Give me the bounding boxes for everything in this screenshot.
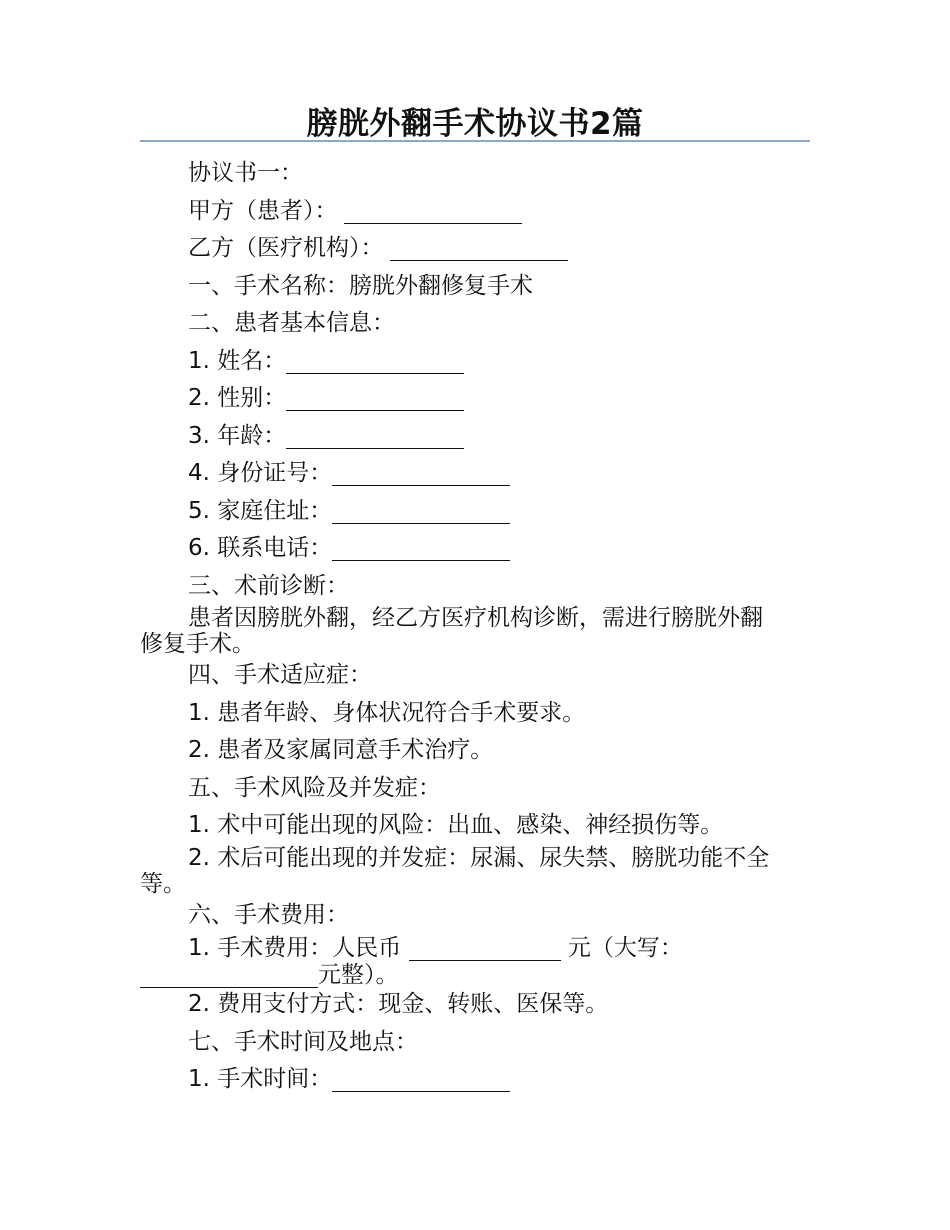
time-place-heading: 七、手术时间及地点： xyxy=(188,1028,418,1055)
patient-info-heading: 二、患者基本信息： xyxy=(188,310,395,336)
surgery-name-line: 一、手术名称：膀胱外翻修复手术 xyxy=(188,272,533,299)
risks-heading: 五、手术风险及并发症： xyxy=(188,774,441,801)
address-blank[interactable] xyxy=(332,497,510,524)
name-blank[interactable] xyxy=(286,347,464,374)
fees-heading: 六、手术费用： xyxy=(188,901,349,928)
name-line: 1. 姓名： xyxy=(140,343,820,381)
agreement-body xyxy=(140,155,820,1099)
risk-item: 1. 术中可能出现的风险：出血、感染、神经损伤等。 xyxy=(188,812,724,838)
surgery-time-blank[interactable] xyxy=(332,1065,510,1092)
id-number-blank[interactable] xyxy=(332,459,510,486)
document-title: 膀胱外翻手术协议书2篇 xyxy=(306,106,644,142)
id-number-line: 4. 身份证号： xyxy=(140,455,820,493)
address-line: 5. 家庭住址： xyxy=(140,493,820,531)
age-blank[interactable] xyxy=(286,422,464,449)
gender-blank[interactable] xyxy=(286,384,464,411)
party-b-blank[interactable] xyxy=(390,234,568,261)
fee-uppercase-blank[interactable] xyxy=(140,961,318,988)
diagnosis-heading: 三、术前诊断： xyxy=(188,572,349,599)
phone-line: 6. 联系电话： xyxy=(140,530,820,568)
party-a-blank[interactable] xyxy=(344,197,522,224)
diagnosis-paragraph: 患者因膀胱外翻，经乙方医疗机构诊断，需进行膀胱外翻 修复手术。 xyxy=(140,605,763,657)
indications-heading: 四、手术适应症： xyxy=(188,662,372,688)
fee-amount-paragraph: 1. 手术费用：人民币 元（大写： 元整）。 xyxy=(140,934,820,986)
indication-item: 1. 患者年龄、身体状况符合手术要求。 xyxy=(188,699,586,726)
party-a-line: 甲方（患者）： xyxy=(140,193,820,231)
complication-paragraph: 2. 术后可能出现的并发症：尿漏、尿失禁、膀胱功能不全 等。 xyxy=(140,844,770,897)
fee-amount-blank[interactable] xyxy=(409,934,561,961)
payment-method-line: 2. 费用支付方式：现金、转账、医保等。 xyxy=(188,991,609,1017)
phone-blank[interactable] xyxy=(332,534,510,561)
surgery-time-line: 1. 手术时间： xyxy=(140,1061,820,1099)
section-heading: 协议书一： xyxy=(188,160,303,186)
indication-item: 2. 患者及家属同意手术治疗。 xyxy=(188,737,494,763)
gender-line: 2. 性别： xyxy=(140,380,820,418)
age-line: 3. 年龄： xyxy=(140,418,820,456)
title-underline xyxy=(140,140,810,142)
party-b-line: 乙方（医疗机构）： xyxy=(140,230,820,268)
